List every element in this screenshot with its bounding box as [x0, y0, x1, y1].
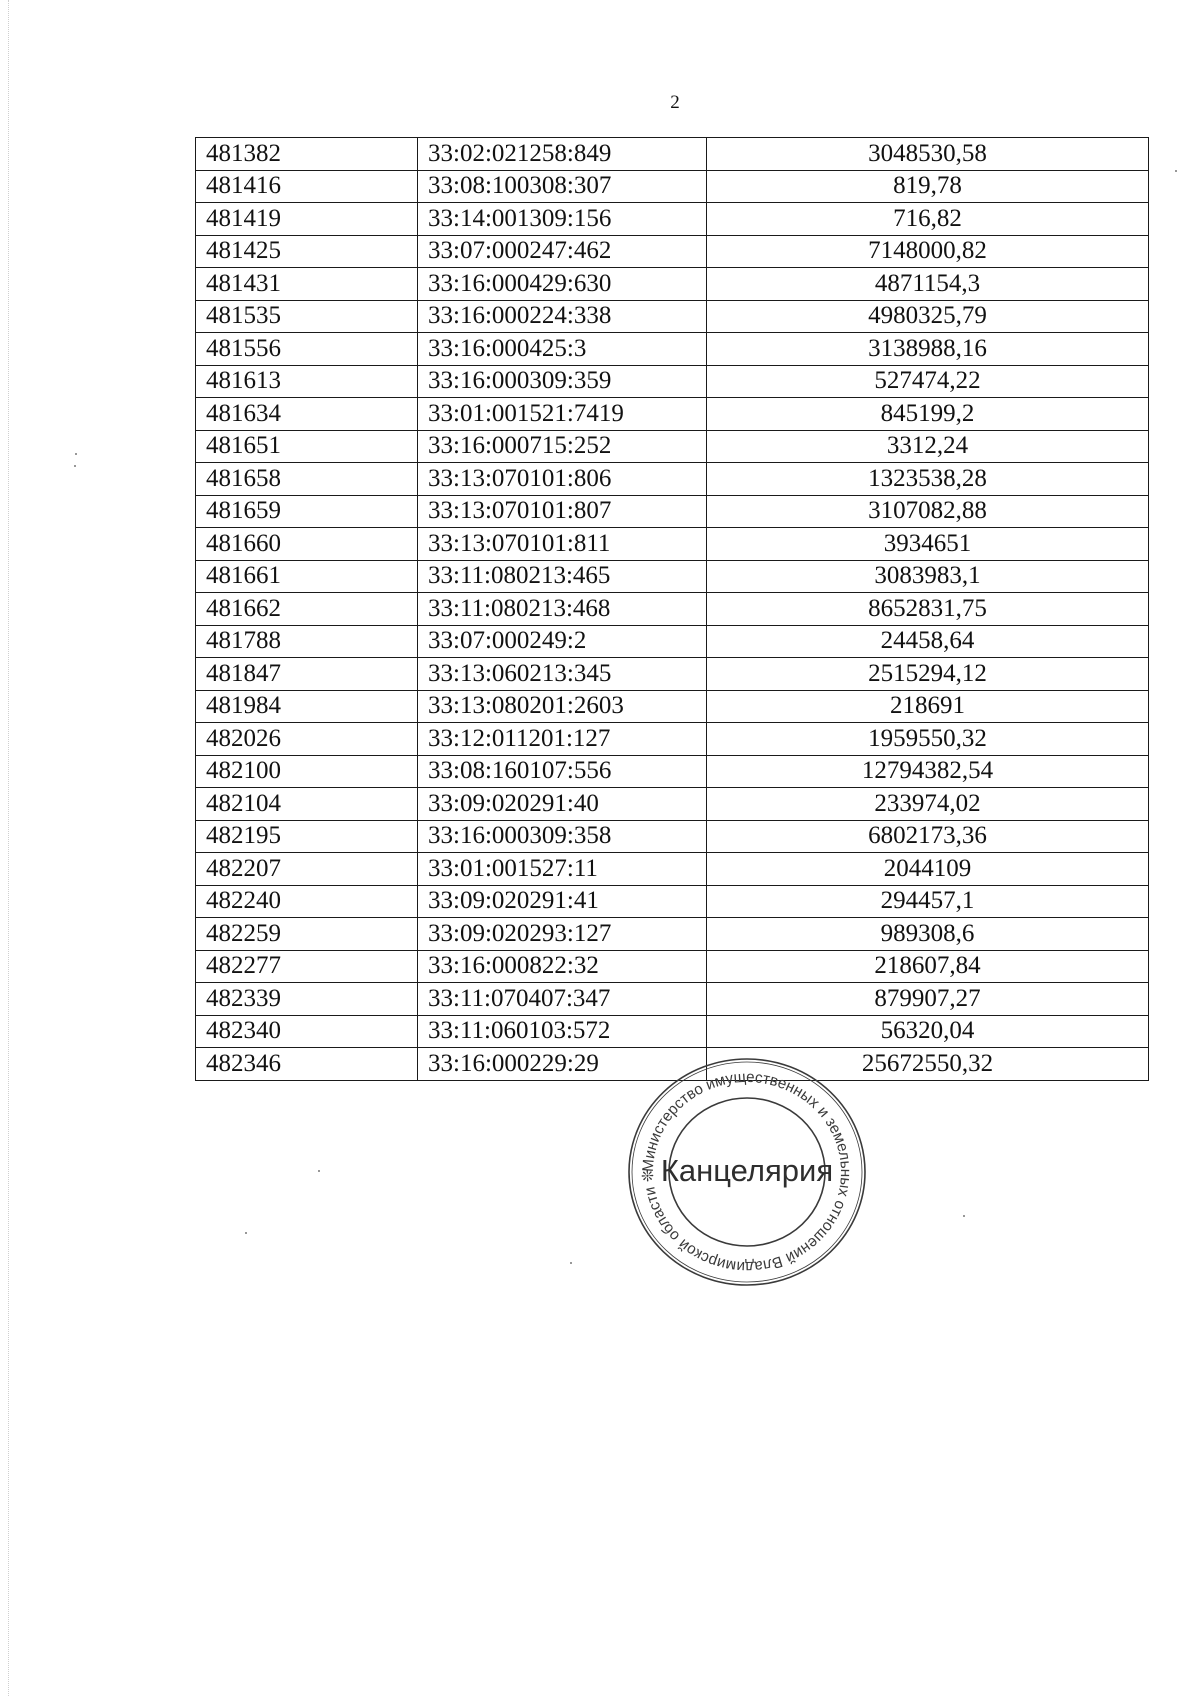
- cell-cadastral-value: 3138988,16: [707, 333, 1149, 366]
- page-number: 2: [670, 92, 680, 113]
- cell-cadastral-number: 33:13:070101:811: [418, 528, 707, 561]
- table-body: [196, 138, 1149, 1081]
- cell-cadastral-number: 33:07:000249:2: [418, 625, 707, 658]
- cell-cadastral-value: 845199,2: [707, 398, 1149, 431]
- cell-cadastral-value: 56320,04: [707, 1015, 1149, 1048]
- cell-cadastral-number: 33:02:021258:849: [418, 138, 707, 171]
- table-row: [196, 918, 1149, 951]
- table-row: [196, 820, 1149, 853]
- cell-cadastral-value: 24458,64: [707, 625, 1149, 658]
- cell-cadastral-number: 33:01:001527:11: [418, 853, 707, 886]
- cell-object-id: 481847: [196, 658, 418, 691]
- table-row: [196, 658, 1149, 691]
- cell-object-id: 481419: [196, 203, 418, 236]
- cell-object-id: 481431: [196, 268, 418, 301]
- cell-cadastral-value: 8652831,75: [707, 593, 1149, 626]
- cell-object-id: 481382: [196, 138, 418, 171]
- cell-object-id: 482259: [196, 918, 418, 951]
- cell-cadastral-number: 33:16:000715:252: [418, 430, 707, 463]
- cell-cadastral-number: 33:16:000822:32: [418, 950, 707, 983]
- cell-cadastral-number: 33:11:060103:572: [418, 1015, 707, 1048]
- cell-object-id: 481662: [196, 593, 418, 626]
- cell-object-id: 481613: [196, 365, 418, 398]
- table-row: [196, 170, 1149, 203]
- table-row: [196, 885, 1149, 918]
- cell-cadastral-value: 4980325,79: [707, 300, 1149, 333]
- cell-object-id: 481984: [196, 690, 418, 723]
- cell-cadastral-number: 33:11:080213:468: [418, 593, 707, 626]
- cell-cadastral-value: 879907,27: [707, 983, 1149, 1016]
- cell-cadastral-number: 33:13:060213:345: [418, 658, 707, 691]
- cell-object-id: 481425: [196, 235, 418, 268]
- cell-cadastral-value: 6802173,36: [707, 820, 1149, 853]
- cell-cadastral-number: 33:09:020293:127: [418, 918, 707, 951]
- cell-object-id: 482100: [196, 755, 418, 788]
- table-row: [196, 1015, 1149, 1048]
- cell-cadastral-number: 33:08:100308:307: [418, 170, 707, 203]
- table-row: [196, 950, 1149, 983]
- cell-cadastral-value: 3083983,1: [707, 560, 1149, 593]
- cell-cadastral-number: 33:13:080201:2603: [418, 690, 707, 723]
- scan-speck: [74, 465, 76, 467]
- cell-object-id: 481660: [196, 528, 418, 561]
- cell-cadastral-number: 33:12:011201:127: [418, 723, 707, 756]
- cell-cadastral-value: 12794382,54: [707, 755, 1149, 788]
- cell-cadastral-value: 3934651: [707, 528, 1149, 561]
- cell-object-id: 481659: [196, 495, 418, 528]
- cell-cadastral-number: 33:14:001309:156: [418, 203, 707, 236]
- cell-cadastral-number: 33:09:020291:41: [418, 885, 707, 918]
- cell-object-id: 482340: [196, 1015, 418, 1048]
- cell-cadastral-number: 33:16:000309:358: [418, 820, 707, 853]
- cell-cadastral-value: 1323538,28: [707, 463, 1149, 496]
- cell-cadastral-value: 3048530,58: [707, 138, 1149, 171]
- cell-cadastral-number: 33:16:000429:630: [418, 268, 707, 301]
- table-row: [196, 398, 1149, 431]
- table-row: [196, 723, 1149, 756]
- cell-cadastral-value: 1959550,32: [707, 723, 1149, 756]
- cell-object-id: 482346: [196, 1048, 418, 1081]
- cadastral-value-table: [195, 137, 1149, 1081]
- cell-cadastral-number: 33:16:000309:359: [418, 365, 707, 398]
- table-row: [196, 235, 1149, 268]
- cell-cadastral-value: 3312,24: [707, 430, 1149, 463]
- cell-cadastral-value: 4871154,3: [707, 268, 1149, 301]
- scan-speck: [1175, 170, 1177, 172]
- scan-speck: [318, 1170, 320, 1172]
- scan-speck: [570, 1262, 572, 1264]
- scan-speck: [963, 1215, 965, 1217]
- cell-object-id: 481556: [196, 333, 418, 366]
- cell-object-id: 482339: [196, 983, 418, 1016]
- cell-cadastral-number: 33:01:001521:7419: [418, 398, 707, 431]
- cell-object-id: 481661: [196, 560, 418, 593]
- table-row: [196, 333, 1149, 366]
- cell-object-id: 481416: [196, 170, 418, 203]
- cell-cadastral-value: 819,78: [707, 170, 1149, 203]
- cell-cadastral-value: 2515294,12: [707, 658, 1149, 691]
- cell-object-id: 481634: [196, 398, 418, 431]
- cell-object-id: 481658: [196, 463, 418, 496]
- cell-cadastral-value: 716,82: [707, 203, 1149, 236]
- table-row: [196, 528, 1149, 561]
- cell-object-id: 482026: [196, 723, 418, 756]
- cell-object-id: 481535: [196, 300, 418, 333]
- table-row: [196, 365, 1149, 398]
- scan-speck: [245, 1232, 247, 1234]
- stamp-ring-text: Министерство имущественных и земельных отношений Владимирской области ❊: [639, 1068, 855, 1276]
- table-row: [196, 463, 1149, 496]
- cell-cadastral-value: 218607,84: [707, 950, 1149, 983]
- table-row: [196, 593, 1149, 626]
- cell-object-id: 482277: [196, 950, 418, 983]
- cell-cadastral-number: 33:07:000247:462: [418, 235, 707, 268]
- cell-cadastral-value: 2044109: [707, 853, 1149, 886]
- cell-cadastral-number: 33:11:080213:465: [418, 560, 707, 593]
- cell-object-id: 481788: [196, 625, 418, 658]
- scan-speck: [75, 453, 77, 455]
- cell-cadastral-number: 33:11:070407:347: [418, 983, 707, 1016]
- office-stamp: [622, 1053, 872, 1291]
- table-row: [196, 690, 1149, 723]
- table-row: [196, 755, 1149, 788]
- table-row: [196, 983, 1149, 1016]
- table-row: [196, 625, 1149, 658]
- cell-cadastral-value: 3107082,88: [707, 495, 1149, 528]
- cell-cadastral-value: 233974,02: [707, 788, 1149, 821]
- cell-cadastral-number: 33:16:000229:29: [418, 1048, 707, 1081]
- cell-cadastral-number: 33:13:070101:807: [418, 495, 707, 528]
- cell-object-id: 482207: [196, 853, 418, 886]
- cell-cadastral-number: 33:08:160107:556: [418, 755, 707, 788]
- stamp-center-text: Канцелярия: [660, 1153, 834, 1188]
- cell-cadastral-number: 33:09:020291:40: [418, 788, 707, 821]
- scan-edge-artifact: [8, 0, 10, 1696]
- cell-cadastral-value: 7148000,82: [707, 235, 1149, 268]
- table-row: [196, 203, 1149, 236]
- cell-cadastral-value: 218691: [707, 690, 1149, 723]
- cell-object-id: 482240: [196, 885, 418, 918]
- table-row: [196, 268, 1149, 301]
- table-row: [196, 138, 1149, 171]
- cell-cadastral-number: 33:16:000224:338: [418, 300, 707, 333]
- table-row: [196, 300, 1149, 333]
- table-row: [196, 495, 1149, 528]
- cell-cadastral-value: 527474,22: [707, 365, 1149, 398]
- stamp-seal: [622, 1053, 872, 1291]
- table-row: [196, 788, 1149, 821]
- table-row: [196, 430, 1149, 463]
- cell-cadastral-value: 294457,1: [707, 885, 1149, 918]
- table-row: [196, 853, 1149, 886]
- cell-cadastral-number: 33:13:070101:806: [418, 463, 707, 496]
- cell-cadastral-value: 25672550,32: [707, 1048, 1149, 1081]
- cell-object-id: 482195: [196, 820, 418, 853]
- cell-object-id: 482104: [196, 788, 418, 821]
- cell-cadastral-number: 33:16:000425:3: [418, 333, 707, 366]
- table-row: [196, 560, 1149, 593]
- cell-object-id: 481651: [196, 430, 418, 463]
- cell-cadastral-value: 989308,6: [707, 918, 1149, 951]
